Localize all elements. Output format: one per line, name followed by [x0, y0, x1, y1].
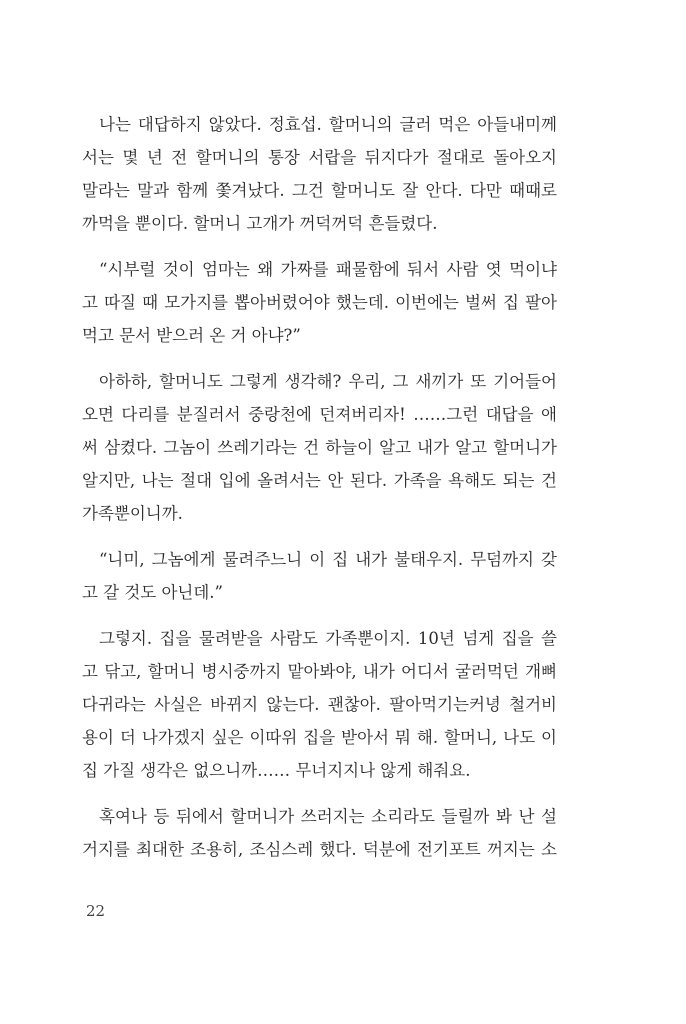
page-number: 22	[86, 902, 106, 920]
text-line: 가족뿐이니까.	[82, 504, 183, 523]
text-line: “니미, 그놈에게 물려주느니 이 집 내가 불태우지. 무덤까지 갖	[99, 550, 557, 569]
text-line: 고 갈 것도 아닌데.”	[82, 583, 223, 602]
text-line: 말라는 말과 함께 쫓겨났다. 그건 할머니도 잘 안다. 다만 때때로	[82, 181, 557, 200]
text-line: 써 삼켰다. 그놈이 쓰레기라는 건 하늘이 알고 내가 알고 할머니가	[82, 438, 557, 457]
text-line: 고 따질 때 모가지를 뽑아버렸어야 했는데. 이번에는 벌써 집 팔아	[82, 293, 557, 312]
text-line: 오면 다리를 분질러서 중랑천에 던져버리자! ……그런 대답을 애	[82, 405, 557, 424]
text-line: 그렇지. 집을 물려받을 사람도 가족뿐이지. 10년 넘게 집을 쓸	[99, 629, 557, 648]
text-line: 까먹을 뿐이다. 할머니 고개가 꺼덕꺼덕 흔들렸다.	[82, 214, 438, 233]
text-line: 먹고 문서 받으러 온 거 아냐?”	[82, 326, 301, 345]
text-line: 집 가질 생각은 없으니까…… 무너지지나 않게 해줘요.	[82, 761, 471, 780]
text-line: “시부럴 것이 엄마는 왜 가짜를 패물함에 둬서 사람 엿 먹이냐	[99, 260, 557, 279]
text-line: 서는 몇 년 전 할머니의 통장 서랍을 뒤지다가 절대로 돌아오지	[82, 148, 557, 167]
text-line: 용이 더 나가겠지 싶은 이따위 집을 받아서 뭐 해. 할머니, 나도 이	[82, 728, 557, 747]
text-line: 고 닦고, 할머니 병시중까지 맡아봐야, 내가 어디서 굴러먹던 개뼈	[82, 662, 557, 681]
text-line: 나는 대답하지 않았다. 정효섭. 할머니의 글러 먹은 아들내미께	[99, 115, 557, 134]
text-line: 다귀라는 사실은 바뀌지 않는다. 괜찮아. 팔아먹기는커녕 철거비	[82, 695, 557, 714]
text-line: 혹여나 등 뒤에서 할머니가 쓰러지는 소리라도 들릴까 봐 난 설	[99, 807, 557, 826]
text-line: 아하하, 할머니도 그렇게 생각해? 우리, 그 새끼가 또 기어들어	[99, 372, 557, 391]
text-line: 거지를 최대한 조용히, 조심스레 했다. 덕분에 전기포트 꺼지는 소	[82, 840, 557, 859]
text-line: 알지만, 나는 절대 입에 올려서는 안 된다. 가족을 욕해도 되는 건	[82, 471, 557, 490]
